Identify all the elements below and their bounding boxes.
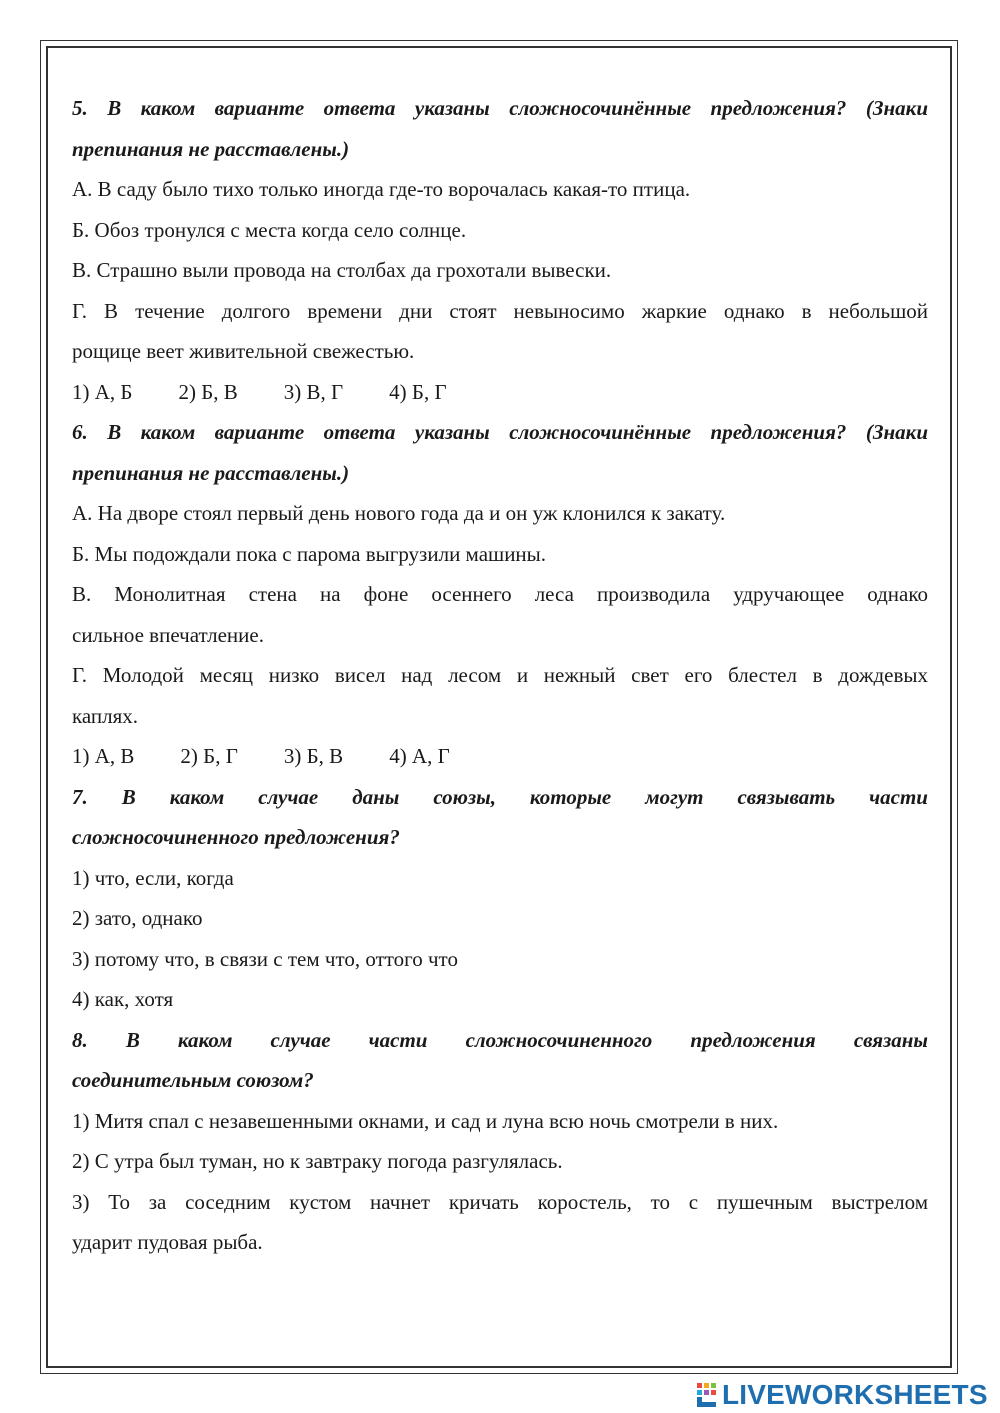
question-6-option-c-cont: сильное впечатление. bbox=[72, 622, 264, 647]
question-6-option-c: В. Монолитная стена на фоне осеннего леса производила удручающее однако bbox=[72, 582, 928, 606]
worksheet-content bbox=[72, 88, 928, 1263]
question-5-answer-choices bbox=[72, 372, 928, 413]
question-6-option-d: Г. Молодой месяц низко висел над лесом и нежный свет его блестел в дождевых bbox=[72, 663, 928, 687]
question-5-title: 5. В каком варианте ответа указаны сложносочинённые предложения? (Знаки bbox=[72, 96, 928, 120]
question-5-option-d-cont: рощице веет живительной свежестью. bbox=[72, 339, 415, 363]
answer-choice[interactable]: 2) Б, Г bbox=[180, 744, 238, 768]
question-8-answer-2[interactable]: 2) С утра был туман, но к завтраку погода разгулялась. bbox=[72, 1149, 563, 1173]
liveworksheets-logo-text: LIVEWORKSHEETS bbox=[722, 1379, 988, 1410]
liveworksheets-logo bbox=[696, 1378, 988, 1412]
question-7-answer-3[interactable]: 3) потому что, в связи с тем что, оттого что bbox=[72, 946, 458, 971]
question-6-title-cont: препинания не расставлены.) bbox=[72, 460, 350, 485]
question-8-answer-1[interactable]: 1) Митя спал с незавешенными окнами, и сад и луна всю ночь смотрели в них. bbox=[72, 1108, 779, 1133]
question-7-answer-1[interactable]: 1) что, если, когда bbox=[72, 865, 234, 890]
question-6-option-b: Б. Мы подождали пока с парома выгрузили машины. bbox=[72, 541, 547, 566]
question-8-answer-3[interactable]: 3) То за соседним кустом начнет кричать коростель, то с пушечным выстрелом bbox=[72, 1189, 928, 1214]
answer-choice[interactable]: 4) Б, Г bbox=[389, 379, 447, 404]
answer-choice[interactable]: 3) Б, В bbox=[283, 744, 344, 768]
question-7-title: 7. В каком случае даны союзы, которые могут связывать части bbox=[72, 784, 928, 809]
answer-choice[interactable]: 3) В, Г bbox=[283, 379, 344, 404]
question-8-title: 8. В каком случае части сложносочиненного предложения связаны bbox=[72, 1027, 928, 1052]
question-6-answer-choices bbox=[72, 736, 928, 777]
question-7-answer-4[interactable]: 4) как, хотя bbox=[72, 987, 174, 1011]
question-8-answer-3-cont[interactable]: ударит пудовая рыба. bbox=[72, 1230, 263, 1254]
answer-choice[interactable]: 1) А, Б bbox=[72, 379, 133, 404]
question-7-title-cont: сложносочиненного предложения? bbox=[72, 825, 400, 849]
liveworksheets-logo-icon bbox=[696, 1380, 718, 1410]
question-5-title-cont: препинания не расставлены.) bbox=[72, 136, 350, 161]
question-5-option-c: В. Страшно выли провода на столбах да грохотали вывески. bbox=[72, 258, 612, 282]
answer-choice[interactable]: 4) А, Г bbox=[389, 744, 450, 768]
question-5-option-b: Б. Обоз тронулся с места когда село солнце. bbox=[72, 217, 467, 242]
answer-choice[interactable]: 2) Б, В bbox=[178, 379, 238, 404]
question-6-option-a: А. На дворе стоял первый день нового года да и он уж клонился к закату. bbox=[72, 501, 726, 525]
answer-choice[interactable]: 1) А, В bbox=[72, 744, 135, 768]
question-8-title-cont: соединительным союзом? bbox=[72, 1068, 314, 1092]
question-7-answer-2[interactable]: 2) зато, однако bbox=[72, 906, 203, 930]
question-5-option-a: А. В саду было тихо только иногда где-то ворочалась какая-то птица. bbox=[72, 177, 691, 201]
question-6-title: 6. В каком варианте ответа указаны сложносочинённые предложения? (Знаки bbox=[72, 420, 928, 444]
question-6-option-d-cont: каплях. bbox=[72, 703, 139, 728]
question-5-option-d: Г. В течение долгого времени дни стоят невыносимо жаркие однако в небольшой bbox=[72, 298, 928, 323]
